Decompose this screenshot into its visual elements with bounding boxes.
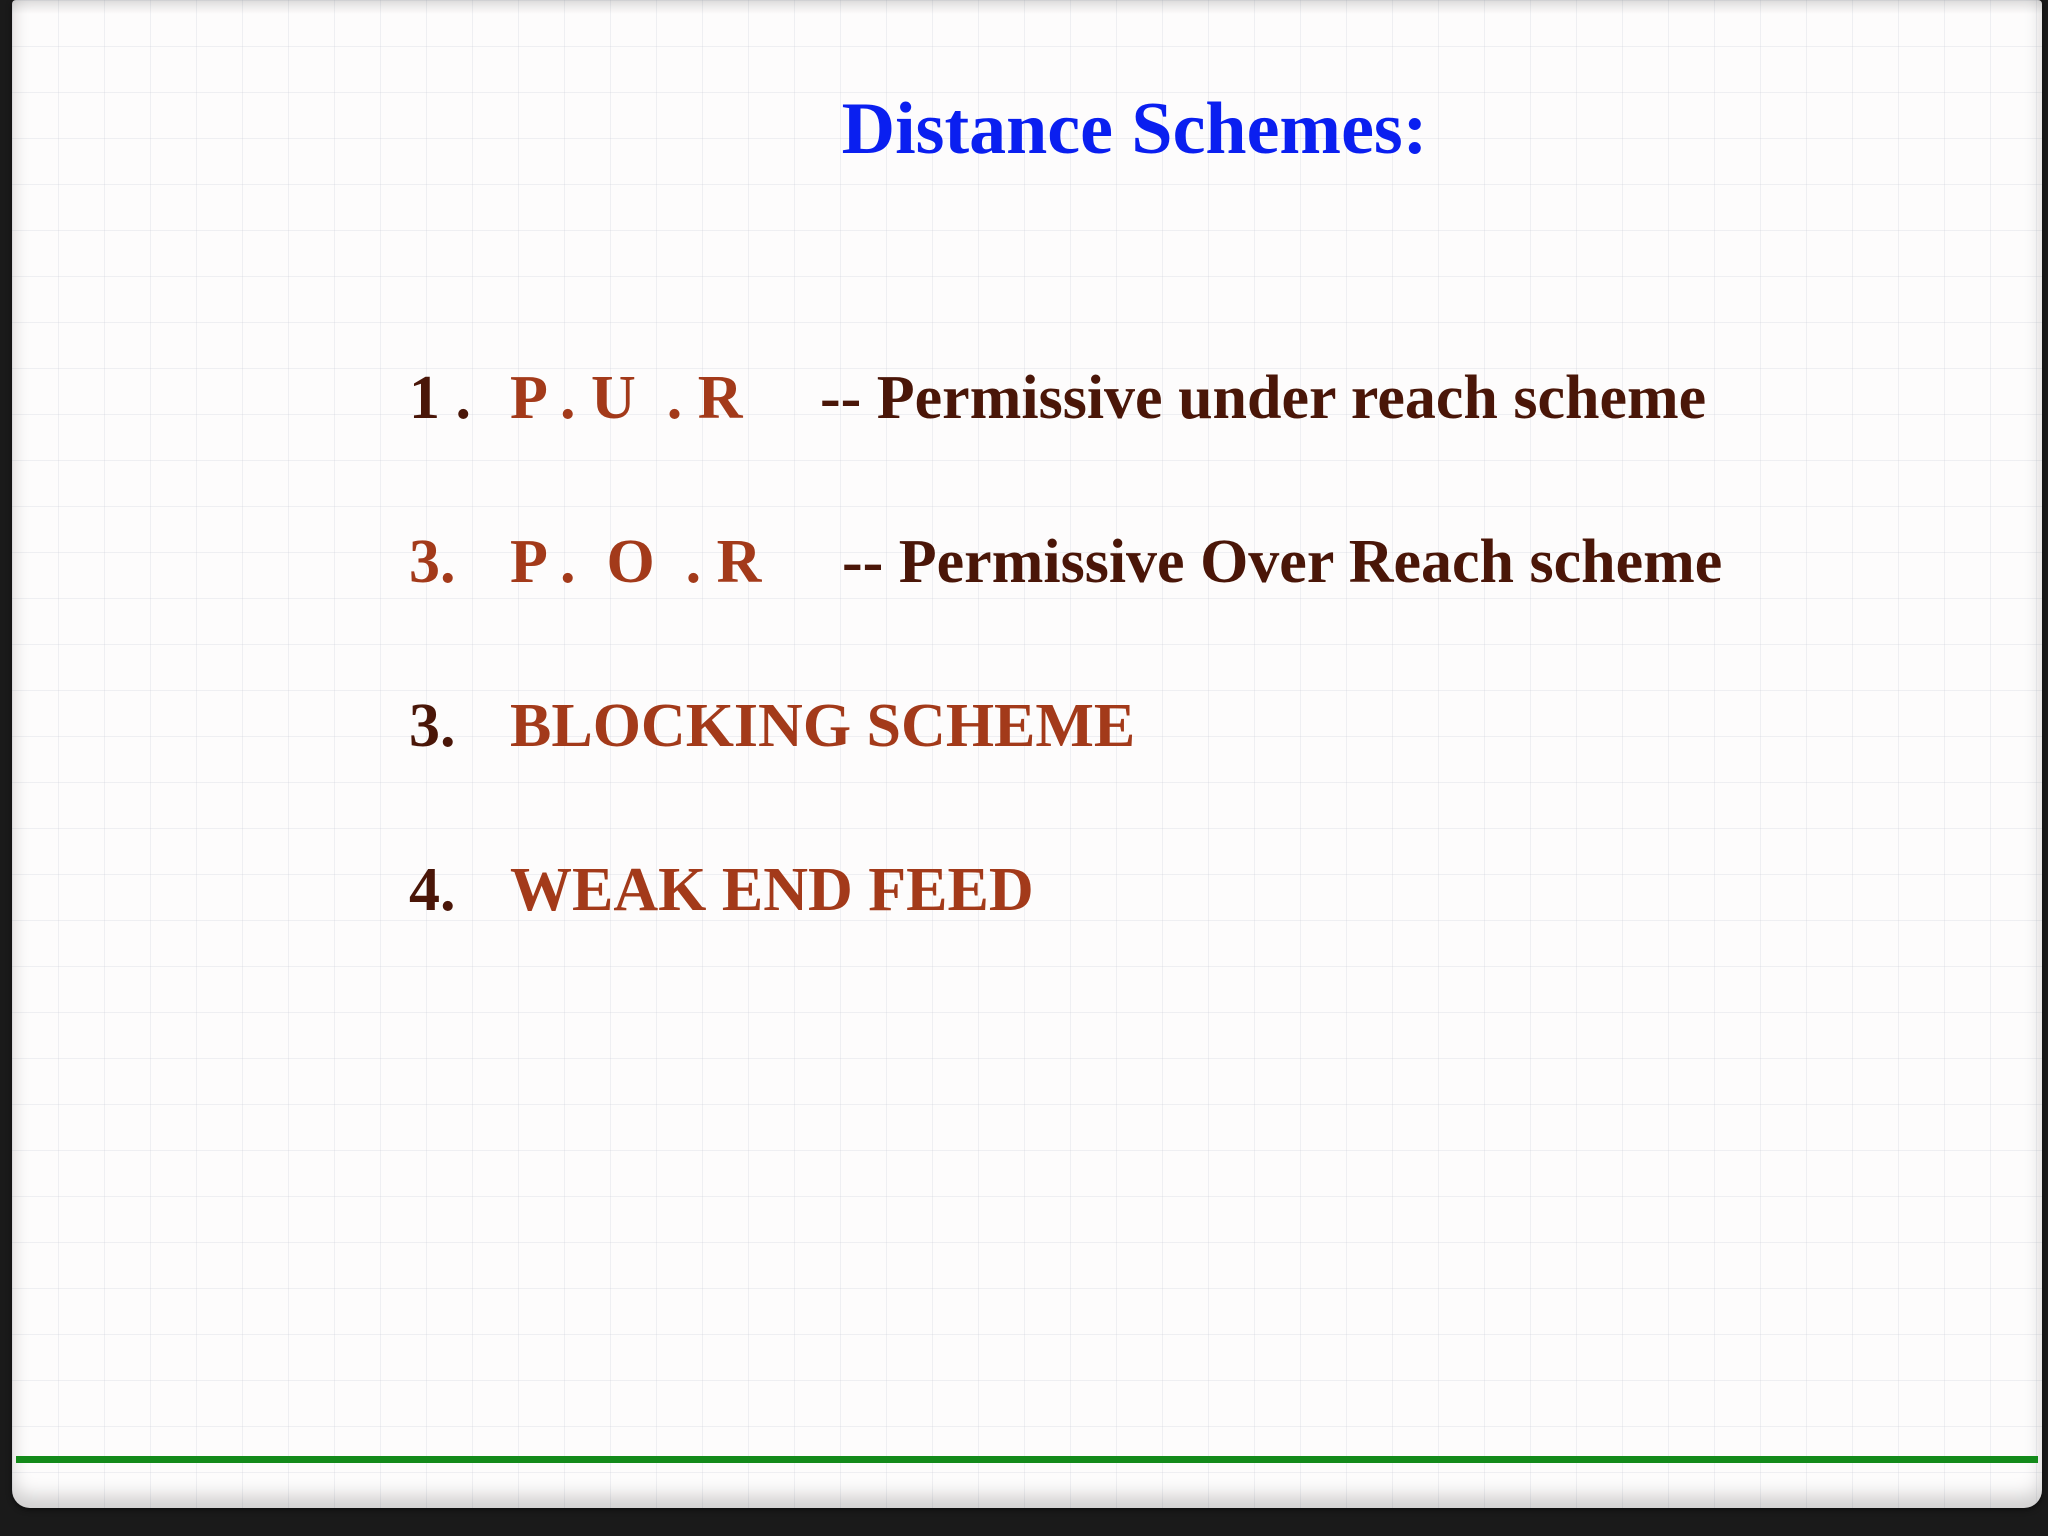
list-item-abbreviation: P . U . R (510, 364, 743, 432)
list-item-label: WEAK END FEED (510, 856, 1034, 924)
list-item-label: BLOCKING SCHEME (510, 692, 1136, 760)
list-item-number: 1 . (409, 364, 471, 432)
list-item-number: 4. (409, 856, 456, 924)
list-item-description: -- Permissive Over Reach scheme (842, 528, 1723, 596)
list-item-por (395, 524, 2015, 688)
slide-title: Distance Schemes: (841, 88, 1428, 170)
list-item-abbreviation: P . O . R (510, 528, 762, 596)
slide-top-shadow (12, 0, 2042, 14)
list-item-description: -- Permissive under reach scheme (820, 364, 1707, 432)
list-item-number: 3. (409, 692, 456, 760)
slide (12, 0, 2042, 1508)
list-item-number: 3. (409, 528, 456, 596)
list-item-blocking (395, 688, 2015, 852)
list-item-weak-end-feed (395, 852, 2015, 1016)
list-item-pur (395, 360, 2015, 524)
footer-rule (16, 1456, 2038, 1463)
scheme-list (395, 360, 2015, 1016)
